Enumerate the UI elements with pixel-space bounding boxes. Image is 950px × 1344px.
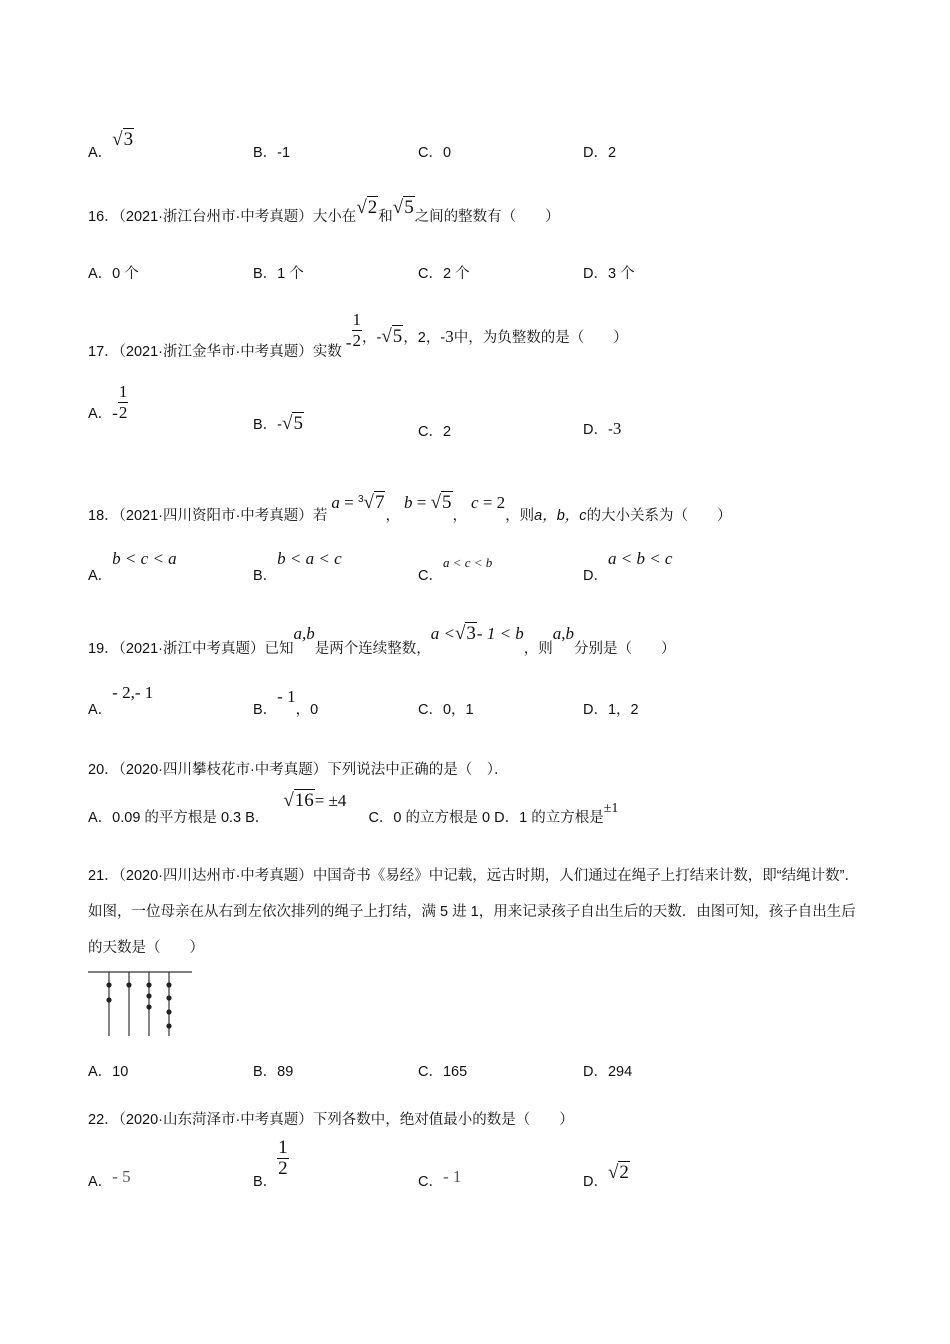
q15-option-a: A．√3 — [88, 129, 134, 161]
q16-option-a: A．0 个 — [88, 266, 139, 282]
q20-option-c: C．0 的立方根是 0 — [368, 810, 491, 826]
q15-option-d: D．2 — [583, 145, 617, 161]
knot — [166, 1023, 171, 1028]
q20-stem: 20．（2020·四川攀枝花市·中考真题）下列说法中正确的是（ ）． — [88, 762, 509, 778]
q22-option-c: C．- 1 — [418, 1167, 462, 1190]
knot — [166, 1009, 171, 1014]
q17-option-c: C．2 — [418, 424, 452, 440]
q18-option-b: B．b < a < c — [253, 549, 342, 584]
q21-stem: 21．（2020·四川达州市·中考真题）中国奇书《易经》中记载，远古时期，人们通过在绳子上打结来计数，即“结绳计数”．如图，一位母亲在从右到左依次排列的绳子上打结，满 5 进 1，用来记录孩子自出生后的天数．由图可知，孩子自出生后的天数是（ ） — [88, 868, 859, 956]
knot — [166, 982, 171, 987]
q20-option-a: A．0.09 的平方根是 0.3 — [88, 810, 242, 826]
q15-option-b: B．-1 — [253, 145, 291, 161]
q21-option-c: C．165 — [418, 1064, 468, 1080]
knot — [126, 982, 131, 987]
q17-option-a: A．- $\frac{1}{2}$ — [88, 382, 128, 423]
q22-stem: 22．（2020·山东菏泽市·中考真题）下列各数中，绝对值最小的数是（ ） — [88, 1112, 574, 1128]
q19-option-a: A．- 2,- 1 — [88, 683, 154, 718]
knot — [166, 995, 171, 1000]
q19-stem: 19．（2021·浙江中考真题）已知a,b是两个连续整数，a <√3- 1 < b，则a,b分别是（ ） — [88, 623, 676, 657]
knot — [106, 997, 111, 1002]
q18-option-c: C．a < c < b — [418, 555, 493, 584]
q15-option-c: C．0 — [418, 145, 452, 161]
q22-option-b: B． $\frac{1}{2}$ — [253, 1137, 288, 1191]
q19-option-d: D．1，2 — [583, 702, 639, 718]
q17-stem: 17．（2021·浙江金华市·中考真题）实数 - $\frac{1}{2}$ ，-√5，2，-3中，为负整数的是（ ） — [88, 310, 628, 361]
q19-option-b: B．- 1，0 — [253, 687, 319, 718]
q20-option-d: D．1 的立方根是 — [494, 810, 604, 826]
q18-option-d: D．a < b < c — [583, 549, 673, 584]
q16-option-d: D．3 个 — [583, 266, 635, 282]
q21-option-d: D．294 — [583, 1064, 633, 1080]
q19-option-c: C．0，1 — [418, 702, 474, 718]
q18-option-a: A．b < c < a — [88, 549, 177, 584]
sqrt-3: √3 — [112, 129, 134, 150]
knot — [146, 993, 151, 998]
knot — [146, 1004, 151, 1009]
q17-option-d: D．-3 — [583, 419, 622, 438]
knot-counting-figure — [88, 968, 198, 1040]
q20-options: A．0.09 的平方根是 0.3 B．√16= ±4 C．0 的立方根是 0 D．1 的立方根是±1 — [88, 790, 619, 826]
q16-stem: 16．（2021·浙江台州市·中考真题）大小在√2和√5之间的整数有（ ） — [88, 197, 560, 225]
q22-option-d: D．√2 — [583, 1162, 629, 1190]
q22-option-a: A．- 5 — [88, 1167, 131, 1190]
knot — [146, 982, 151, 987]
q16-option-b: B．1 个 — [253, 266, 304, 282]
q17-option-b: B．-√5 — [253, 413, 303, 434]
knot — [106, 982, 111, 987]
q16-option-c: C．2 个 — [418, 266, 470, 282]
q21-option-b: B．89 — [253, 1064, 294, 1080]
q18-stem: 18．（2021·四川资阳市·中考真题）若 a = $^3$√7， b = √5， c = 2，则a，b，c的大小关系为（ ） — [88, 492, 732, 524]
q21-option-a: A．10 — [88, 1064, 129, 1080]
fraction-half: $\frac{1}{2}$ — [352, 310, 362, 350]
q20-option-b: B． — [245, 810, 270, 826]
